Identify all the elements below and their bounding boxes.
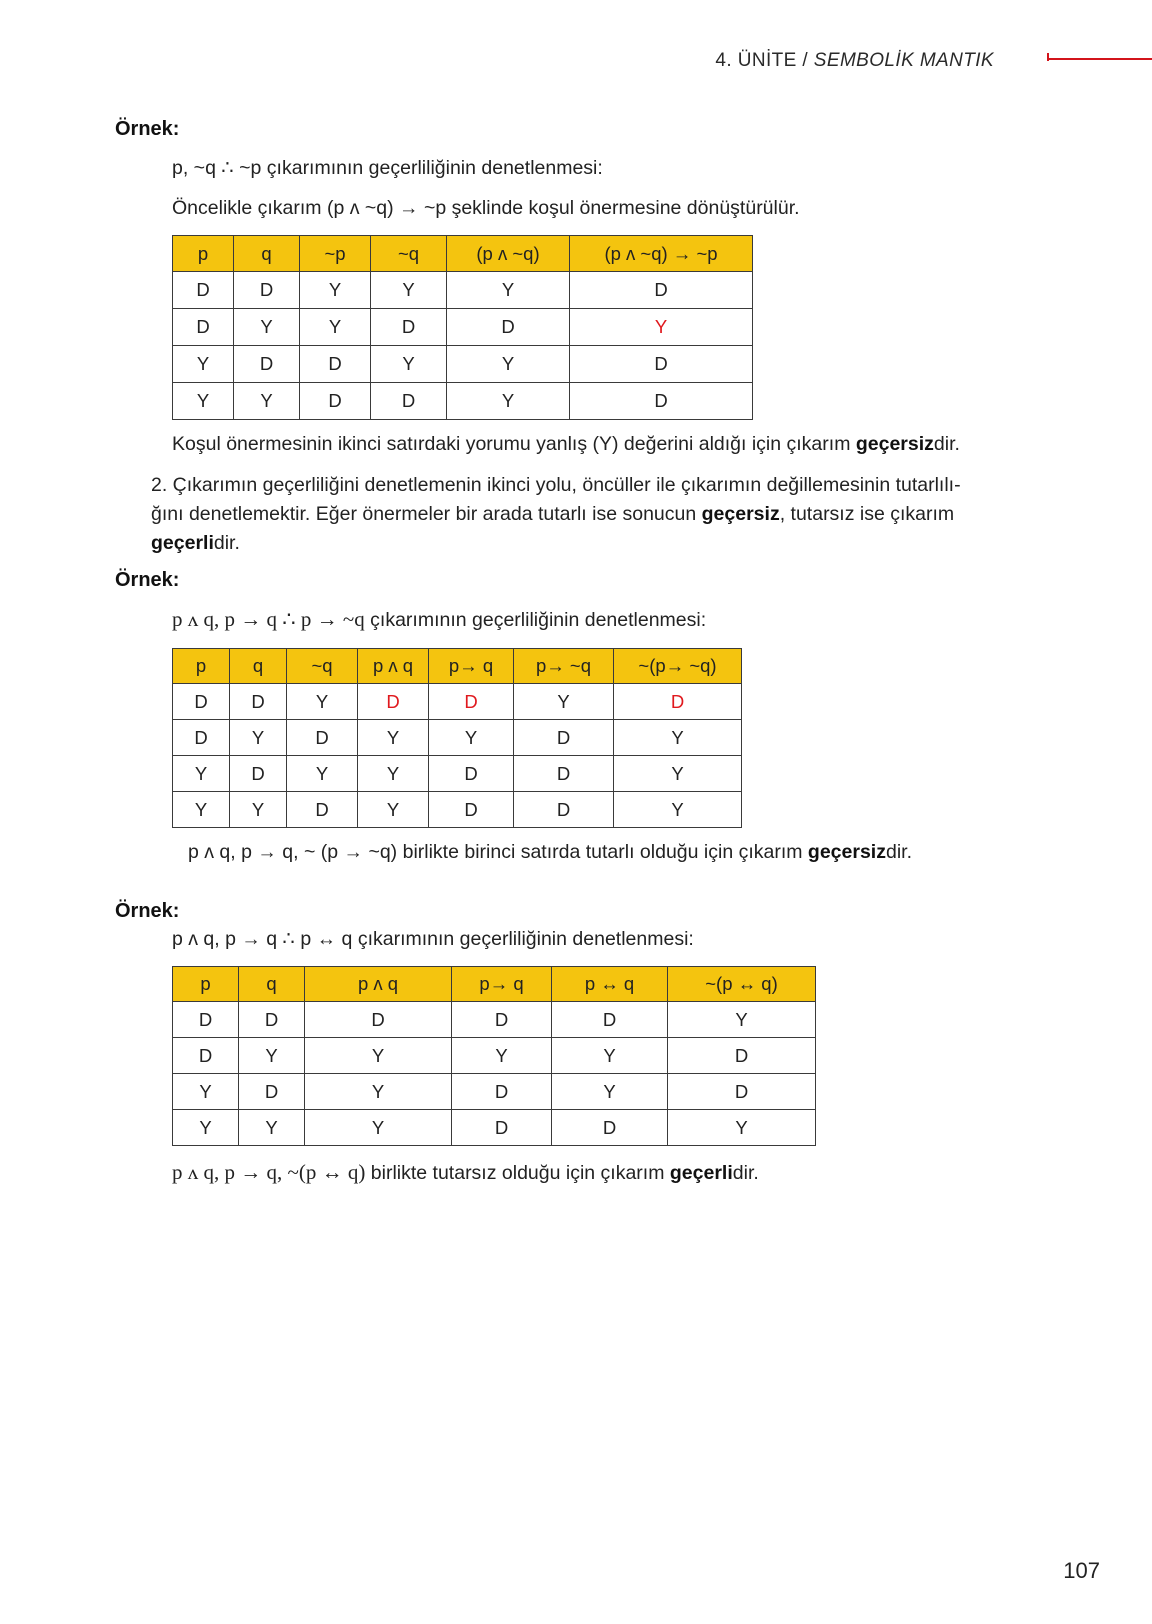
table-cell: Y	[452, 1038, 552, 1074]
table-cell: D	[287, 792, 358, 828]
table-cell: Y	[287, 756, 358, 792]
table-row	[173, 756, 742, 792]
method2-line1: 2. Çıkarımın geçerliliğini denetlemenin ikinci yolu, öncüller ile çıkarımın değillemesinin tutarlılı-	[151, 474, 961, 496]
table-cell-highlighted: D	[358, 684, 429, 720]
table-header-cell: q	[234, 236, 300, 272]
table-cell-highlighted: D	[429, 684, 514, 720]
conclusion-text: Koşul önermesinin ikinci satırdaki yorumu yanlış (Y) değerini aldığı için çıkarım	[172, 433, 856, 455]
table-cell: D	[570, 383, 753, 420]
method2-text: , tutarsız ise çıkarım	[779, 503, 955, 525]
method2-text: dir.	[213, 532, 240, 554]
table-cell: D	[234, 346, 300, 383]
table-header-row	[173, 236, 753, 272]
table-cell: D	[514, 756, 614, 792]
table-header-cell: p	[173, 649, 230, 684]
conclusion-formula: p ʌ q, p → q, ~(p ↔ q)	[172, 1160, 366, 1184]
table-header-row	[173, 967, 816, 1002]
example1-conclusion	[172, 430, 960, 459]
conclusion-keyword: geçersiz	[807, 841, 886, 863]
table-row	[173, 272, 753, 309]
table-header-cell: ~p	[300, 236, 371, 272]
table-cell: D	[173, 272, 234, 309]
table-cell: Y	[447, 346, 570, 383]
table-header-cell: p	[173, 236, 234, 272]
table-cell: D	[447, 309, 570, 346]
table-header-cell: p ↔ q	[552, 967, 668, 1002]
table-cell: Y	[371, 272, 447, 309]
table-row	[173, 792, 742, 828]
example2-heading: Örnek:	[115, 569, 180, 591]
table-cell: Y	[668, 1110, 816, 1146]
header-topic: SEMBOLİK MANTIK	[813, 50, 994, 71]
table-cell: D	[668, 1038, 816, 1074]
table-cell: Y	[230, 720, 287, 756]
table-cell: Y	[230, 792, 287, 828]
table-header-cell: p ʌ q	[358, 649, 429, 684]
table-cell: Y	[300, 309, 371, 346]
table-cell: D	[452, 1110, 552, 1146]
table-cell: D	[173, 309, 234, 346]
table-header-cell: p ʌ q	[305, 967, 452, 1002]
table-header-cell: p→ ~q	[514, 649, 614, 684]
table-header-cell: q	[230, 649, 287, 684]
method2-line2	[151, 500, 1011, 529]
table-cell: Y	[305, 1110, 452, 1146]
table-cell: Y	[173, 346, 234, 383]
conclusion-keyword: geçerli	[669, 1162, 733, 1184]
example2-line1	[172, 605, 706, 635]
table-cell: D	[173, 1002, 239, 1038]
table-header-cell: (p ʌ ~q)	[447, 236, 570, 272]
table-row	[173, 720, 742, 756]
table-row	[173, 1002, 816, 1038]
table-header-cell: p	[173, 967, 239, 1002]
table-cell: Y	[614, 756, 742, 792]
table-cell: Y	[287, 684, 358, 720]
table-cell: D	[173, 1038, 239, 1074]
table-header-cell: ~q	[287, 649, 358, 684]
example1-line1: p, ~q ∴ ~p çıkarımının geçerliliğinin denetlenmesi:	[172, 157, 603, 179]
table-cell: D	[570, 272, 753, 309]
table-cell: Y	[447, 383, 570, 420]
example2-premise: p ʌ q, p → q ∴ p → ~q	[172, 607, 365, 631]
table-header-cell: (p ʌ ~q) → ~p	[570, 236, 753, 272]
table-cell: Y	[552, 1074, 668, 1110]
example3-heading: Örnek:	[115, 900, 180, 922]
table-row	[173, 1110, 816, 1146]
table-cell: D	[552, 1110, 668, 1146]
table-cell: D	[173, 720, 230, 756]
table-cell: D	[230, 756, 287, 792]
page-header	[715, 50, 994, 72]
table-cell: D	[570, 346, 753, 383]
table-cell: Y	[371, 346, 447, 383]
table-header-cell: p→ q	[429, 649, 514, 684]
method2-line3	[151, 529, 1011, 558]
table-cell: D	[429, 792, 514, 828]
method2-keyword: geçersiz	[701, 503, 780, 525]
method2-paragraph	[151, 471, 1011, 558]
table-row	[173, 383, 753, 420]
table-cell: Y	[300, 272, 371, 309]
truth-table-1	[172, 235, 753, 420]
table-cell: D	[305, 1002, 452, 1038]
table-cell: D	[668, 1074, 816, 1110]
table-row	[173, 684, 742, 720]
table-cell: Y	[234, 383, 300, 420]
table-cell: D	[300, 383, 371, 420]
table-cell: D	[287, 720, 358, 756]
table-cell: D	[371, 309, 447, 346]
table-cell: Y	[614, 720, 742, 756]
example2-premise-rest: çıkarımının geçerliliğinin denetlenmesi:	[364, 609, 707, 631]
truth-table-2	[172, 648, 742, 828]
table-header-row	[173, 649, 742, 684]
example3-conclusion	[172, 1158, 759, 1188]
table-cell: Y	[552, 1038, 668, 1074]
conclusion-suffix: dir.	[933, 433, 960, 455]
table-cell: Y	[358, 792, 429, 828]
table-cell: Y	[305, 1074, 452, 1110]
example2-conclusion	[188, 838, 912, 867]
table-header-cell: ~q	[371, 236, 447, 272]
table-cell: Y	[173, 756, 230, 792]
table-cell: D	[514, 792, 614, 828]
table-header-cell: q	[239, 967, 305, 1002]
table-cell: Y	[173, 1110, 239, 1146]
table-row	[173, 1038, 816, 1074]
conclusion-suffix: dir.	[885, 841, 912, 863]
conclusion-text: birlikte tutarsız olduğu için çıkarım	[365, 1162, 670, 1184]
table-cell: D	[452, 1002, 552, 1038]
table-cell: Y	[358, 720, 429, 756]
conclusion-keyword: geçersiz	[855, 433, 934, 455]
table-cell: Y	[514, 684, 614, 720]
table-header-cell: p→ q	[452, 967, 552, 1002]
table-cell: D	[452, 1074, 552, 1110]
table-cell: D	[300, 346, 371, 383]
table-row	[173, 309, 753, 346]
table-cell: Y	[173, 792, 230, 828]
conclusion-text: p ʌ q, p → q, ~ (p → ~q) birlikte birinci satırda tutarlı olduğu için çıkarım	[188, 841, 808, 863]
table-cell: Y	[239, 1038, 305, 1074]
conclusion-suffix: dir.	[732, 1162, 759, 1184]
header-rule	[1047, 58, 1152, 60]
table-cell: D	[429, 756, 514, 792]
example3-line1: p ʌ q, p → q ∴ p ↔ q çıkarımının geçerliliğinin denetlenmesi:	[172, 928, 694, 950]
table-row	[173, 346, 753, 383]
table-cell: Y	[429, 720, 514, 756]
table-cell: Y	[614, 792, 742, 828]
table-cell: Y	[173, 1074, 239, 1110]
table-cell: Y	[173, 383, 234, 420]
page-number: 107	[1063, 1558, 1100, 1583]
table-cell: D	[230, 684, 287, 720]
table-cell: Y	[668, 1002, 816, 1038]
table-cell: Y	[305, 1038, 452, 1074]
example1-line2: Öncelikle çıkarım (p ʌ ~q) → ~p şeklinde koşul önermesine dönüştürülür.	[172, 197, 800, 219]
table-header-cell: ~(p ↔ q)	[668, 967, 816, 1002]
table-cell: D	[514, 720, 614, 756]
table-cell: D	[552, 1002, 668, 1038]
table-cell: Y	[447, 272, 570, 309]
table-cell-highlighted: D	[614, 684, 742, 720]
table-header-cell: ~(p→ ~q)	[614, 649, 742, 684]
table-cell: Y	[234, 309, 300, 346]
method2-keyword: geçerli	[151, 532, 214, 554]
method2-text: ğını denetlemektir. Eğer önermeler bir arada tutarlı ise sonucun	[151, 503, 702, 525]
table-cell: D	[173, 684, 230, 720]
table-cell: Y	[239, 1110, 305, 1146]
table-cell: Y	[358, 756, 429, 792]
table-cell: D	[371, 383, 447, 420]
example1-heading: Örnek:	[115, 118, 180, 140]
table-cell: D	[239, 1002, 305, 1038]
table-cell-highlighted: Y	[570, 309, 753, 346]
table-cell: D	[239, 1074, 305, 1110]
truth-table-3	[172, 966, 816, 1146]
table-row	[173, 1074, 816, 1110]
table-cell: D	[234, 272, 300, 309]
header-unit: 4. ÜNİTE /	[715, 50, 809, 71]
